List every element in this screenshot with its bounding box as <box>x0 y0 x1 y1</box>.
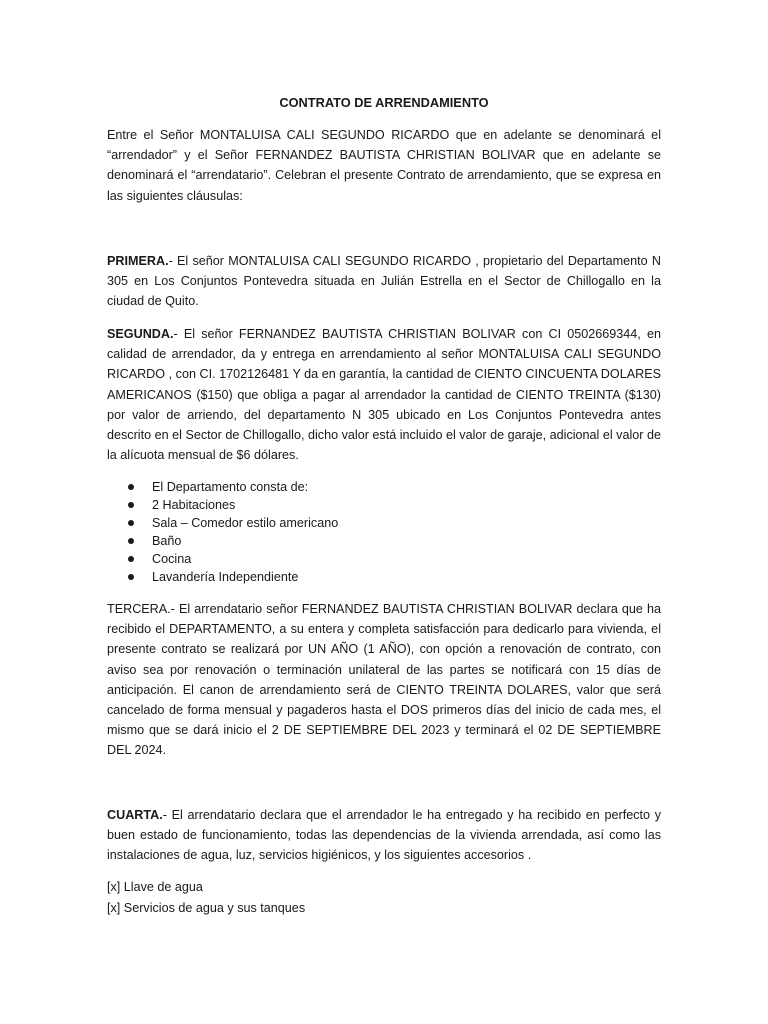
department-features-list <box>107 478 661 586</box>
list-item: Cocina <box>107 550 661 568</box>
bullet-icon <box>128 556 134 562</box>
list-item: Lavandería Independiente <box>107 568 661 586</box>
document-title: CONTRATO DE ARRENDAMIENTO <box>279 95 489 110</box>
clause-cuarta <box>107 805 661 866</box>
bullet-icon <box>128 574 134 580</box>
list-item: Sala – Comedor estilo americano <box>107 514 661 532</box>
clause-text: - El señor FERNANDEZ BAUTISTA CHRISTIAN BOLIVAR con CI 0502669344, en calidad de arrendador, da y entrega en arrendamiento al señor MONTALUISA CALI SEGUNDO RICARDO , con CI. 1702126481 Y da en garantía, la cantidad de CIENTO CINCUENTA DOLARES AMERICANOS ($150) que obliga a pagar al arrendador la cantidad de CIENTO TREINTA ($130) por valor de arriendo, del departamento N 305 ubicado en Los Conjuntos Pontevedra antes descrito en el Sector de Chillogallo, dicho valor está incluido el valor de garaje, adicional el valor de la alícuota mensual de $6 dólares. <box>107 327 661 463</box>
clause-tercera: TERCERA.- El arrendatario señor FERNANDEZ BAUTISTA CHRISTIAN BOLIVAR declara que ha recibido el DEPARTAMENTO, a su entera y completa satisfacción para dedicarlo para vivienda, el presente contrato se realizará por UN AÑO (1 AÑO), con opción a renovación de contrato, con aviso sea por renovación o terminación unilateral de las partes se notificará con 15 días de anticipación. El canon de arrendamiento será de CIENTO TREINTA DOLARES, valor que será cancelado de forma mensual y pagaderos hasta el DOS primeros días del inicio de cada mes, el mismo que se dará inicio el 2 DE SEPTIEMBRE DEL 2023 y terminará el 02 DE SEPTIEMBRE DEL 2024. <box>107 602 661 758</box>
accessories-checklist <box>107 877 661 919</box>
bullet-icon <box>128 502 134 508</box>
clause-text: - El señor MONTALUISA CALI SEGUNDO RICARDO , propietario del Departamento N 305 en Los Conjuntos Pontevedra situada en Julián Estrella en el Sector de Chillogallo en la ciudad de Quito. <box>107 254 661 309</box>
intro-paragraph: Entre el Señor MONTALUISA CALI SEGUNDO RICARDO que en adelante se denominará el “arrendador” y el Señor FERNANDEZ BAUTISTA CHRISTIAN BOLIVAR que en adelante se denominará el “arrendatario”. Celebran el presente Contrato de arrendamiento, que se expresa en las siguientes cláusulas: <box>107 128 661 203</box>
clause-text: - El arrendatario declara que el arrendador le ha entregado y ha recibido en perfecto y buen estado de funcionamiento, todas las dependencias de la vivienda arrendada, así como las instalaciones de agua, luz, servicios higiénicos, y los siguientes accesorios . <box>107 808 661 863</box>
clause-segunda <box>107 324 661 465</box>
checklist-item: [x] Llave de agua <box>107 880 203 894</box>
checklist-item: [x] Servicios de agua y sus tanques <box>107 901 306 915</box>
clause-heading: SEGUNDA. <box>107 327 174 341</box>
bullet-icon <box>128 538 134 544</box>
list-item: El Departamento consta de: <box>107 478 661 496</box>
clause-primera <box>107 251 661 312</box>
list-item: 2 Habitaciones <box>107 496 661 514</box>
clause-heading: PRIMERA. <box>107 254 169 268</box>
list-item: Baño <box>107 532 661 550</box>
clause-heading: CUARTA. <box>107 808 163 822</box>
bullet-icon <box>128 520 134 526</box>
bullet-icon <box>128 484 134 490</box>
